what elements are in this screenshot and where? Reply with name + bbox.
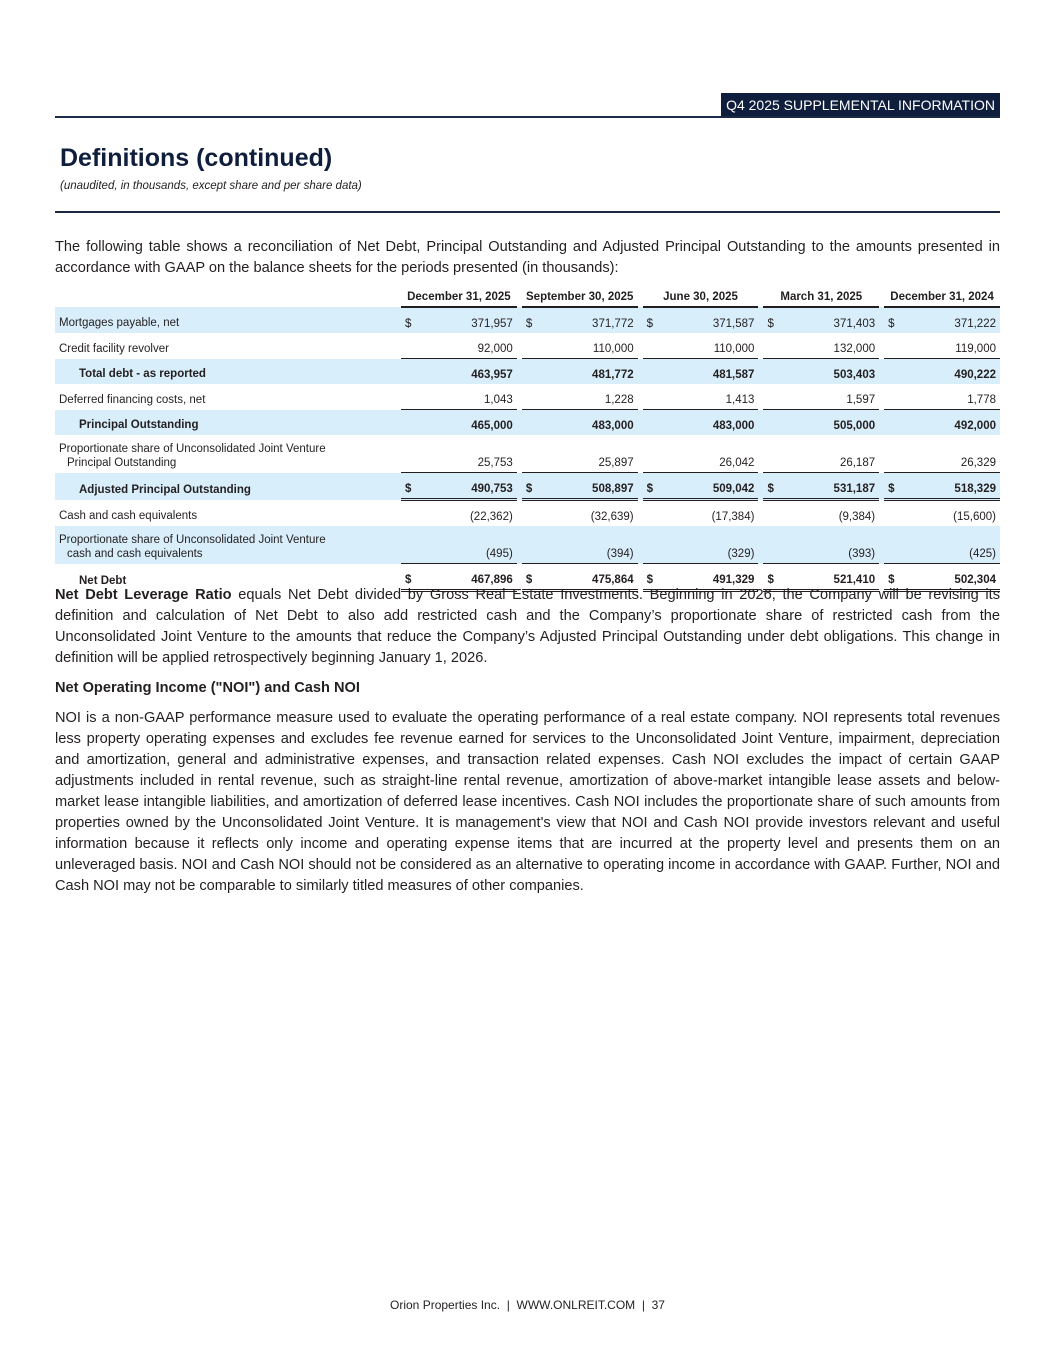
title-rule	[55, 211, 1000, 213]
cell-value: 92,000	[421, 333, 517, 359]
currency-symbol	[884, 359, 904, 385]
currency-symbol: $	[522, 473, 542, 500]
table-row	[55, 384, 1000, 410]
currency-symbol: $	[401, 564, 421, 591]
currency-symbol	[884, 526, 904, 564]
cell-value: 371,403	[783, 307, 879, 333]
currency-symbol	[401, 526, 421, 564]
cell-value: 531,187	[783, 473, 879, 500]
header-rule	[55, 116, 1000, 118]
currency-symbol	[401, 359, 421, 385]
cell-value: (394)	[542, 526, 638, 564]
cell-value: 491,329	[663, 564, 759, 591]
column-header: June 30, 2025	[643, 290, 759, 307]
cell-value: 1,413	[663, 384, 759, 410]
currency-symbol	[522, 333, 542, 359]
currency-symbol	[763, 500, 783, 527]
currency-symbol	[522, 384, 542, 410]
cell-value: 26,187	[783, 435, 879, 473]
page-title: Definitions (continued)	[60, 144, 333, 172]
cell-value: (393)	[783, 526, 879, 564]
row-label: Credit facility revolver	[59, 342, 169, 355]
cell-value: (22,362)	[469, 511, 513, 523]
cell-value: 1,778	[904, 384, 1000, 410]
currency-symbol	[522, 526, 542, 564]
row-label: Principal Outstanding	[55, 410, 401, 436]
row-label: Cash and cash equivalents	[59, 510, 198, 522]
cell-value: 502,304	[904, 564, 1000, 591]
table-row	[55, 526, 1000, 564]
cell-value: 475,864	[542, 564, 638, 591]
cell-value: 483,000	[663, 410, 759, 436]
row-label-line: cash and cash equivalents	[67, 547, 203, 560]
row-label: Mortgages payable, net	[55, 307, 401, 333]
section-badge: Q4 2025 SUPPLEMENTAL INFORMATION	[721, 93, 1000, 118]
leverage-text: equals Net Debt divided by Gross Real Estate Investments. Beginning in 2026, the Company will be revising its definition and calculation of Net Debt to also add restricted cash and the Company’s proportionate share of restricted cash from the Unconsolidated Joint Venture to the amounts that reduce the Company’s Adjusted Principal Outstanding under debt obligations. This change in definition will be applied retrospectively beginning January 1, 2026.	[55, 587, 1000, 666]
currency-symbol	[884, 500, 904, 527]
currency-symbol: $	[763, 473, 783, 500]
column-header: December 31, 2024	[884, 290, 1000, 307]
cell-value: 521,410	[783, 564, 879, 591]
currency-symbol	[643, 333, 663, 359]
currency-symbol: $	[643, 473, 663, 500]
cell-value: 492,000	[904, 410, 1000, 436]
row-label: Total debt - as reported	[55, 359, 401, 385]
currency-symbol	[643, 410, 663, 436]
noi-heading: Net Operating Income ("NOI") and Cash NOI	[55, 680, 360, 696]
cell-value: 26,042	[663, 435, 759, 473]
column-header: December 31, 2025	[401, 290, 517, 307]
currency-symbol: $	[522, 564, 542, 591]
currency-symbol: $	[763, 307, 783, 333]
cell-value: 110,000	[663, 333, 759, 359]
currency-symbol	[401, 500, 421, 527]
cell-value: (329)	[663, 526, 759, 564]
cell-value: 371,222	[904, 307, 1000, 333]
intro-paragraph: The following table shows a reconciliation of Net Debt, Principal Outstanding and Adjusted Principal Outstanding to the amounts presented in accordance with GAAP on the balance sheets for the periods presented (in thousands):	[55, 239, 1000, 276]
currency-symbol	[401, 384, 421, 410]
currency-symbol	[884, 435, 904, 473]
cell-value: (9,384)	[838, 511, 876, 523]
currency-symbol	[522, 500, 542, 527]
currency-symbol: $	[884, 307, 904, 333]
row-label: Deferred financing costs, net	[59, 393, 206, 406]
currency-symbol	[763, 359, 783, 385]
currency-symbol	[522, 410, 542, 436]
currency-symbol: $	[522, 307, 542, 333]
currency-symbol: $	[884, 473, 904, 500]
table-row	[55, 500, 1000, 527]
page-subtitle: (unaudited, in thousands, except share and per share data)	[60, 180, 362, 192]
cell-value: 463,957	[421, 359, 517, 385]
cell-value: 467,896	[421, 564, 517, 591]
currency-symbol	[643, 526, 663, 564]
cell-value: 26,329	[904, 435, 1000, 473]
table-row	[55, 359, 1000, 385]
table-row	[55, 333, 1000, 359]
currency-symbol	[522, 359, 542, 385]
cell-value: 1,043	[421, 384, 517, 410]
cell-value: 481,587	[663, 359, 759, 385]
currency-symbol	[643, 359, 663, 385]
cell-value: 25,753	[421, 435, 517, 473]
row-label: Adjusted Principal Outstanding	[55, 473, 401, 500]
column-header: March 31, 2025	[763, 290, 879, 307]
cell-value: 25,897	[542, 435, 638, 473]
cell-value: 490,222	[904, 359, 1000, 385]
cell-value: 110,000	[542, 333, 638, 359]
cell-value: (17,384)	[711, 511, 755, 523]
currency-symbol	[763, 410, 783, 436]
reconciliation-table	[55, 290, 1000, 592]
leverage-term: Net Debt Leverage Ratio	[55, 587, 232, 603]
cell-value: (495)	[421, 526, 517, 564]
currency-symbol	[763, 435, 783, 473]
cell-value: (15,600)	[953, 511, 996, 523]
cell-value: 490,753	[421, 473, 517, 500]
currency-symbol: $	[884, 564, 904, 591]
row-label-line: Proportionate share of Unconsolidated Joint Venture	[59, 533, 326, 546]
cell-value: 518,329	[904, 473, 1000, 500]
cell-value: 509,042	[663, 473, 759, 500]
currency-symbol	[522, 435, 542, 473]
row-label: Net Debt	[79, 574, 127, 587]
currency-symbol	[763, 333, 783, 359]
cell-value: 371,587	[663, 307, 759, 333]
currency-symbol	[643, 500, 663, 527]
table-row	[55, 410, 1000, 436]
cell-value: 371,957	[421, 307, 517, 333]
leverage-paragraph	[55, 585, 1000, 669]
currency-symbol	[401, 333, 421, 359]
row-label-line: Principal Outstanding	[67, 456, 177, 469]
row-label	[55, 526, 401, 564]
cell-value: 132,000	[783, 333, 879, 359]
cell-value: (32,639)	[590, 511, 634, 523]
table-row	[55, 473, 1000, 500]
cell-value: 508,897	[542, 473, 638, 500]
currency-symbol	[401, 410, 421, 436]
footer: Orion Properties Inc. | WWW.ONLREIT.COM | 37	[390, 1298, 665, 1312]
row-label-line: Proportionate share of Unconsolidated Joint Venture	[59, 442, 326, 455]
noi-paragraph: NOI is a non-GAAP performance measure used to evaluate the operating performance of a real estate company. NOI represents total revenues less property operating expenses and excludes fee revenue earned for services to the Unconsolidated Joint Venture, impairment, depreciation and amortization, general and administrative expenses, and transaction related expenses. Cash NOI excludes the impact of certain GAAP adjustments included in rental revenue, such as straight-line rental revenue, amortization of above-market intangible lease assets and below-market lease intangible liabilities, and amortization of deferred lease incentives. Cash NOI includes the proportionate share of such amounts from properties owned by the Unconsolidated Joint Venture. It is management's view that NOI and Cash NOI provide investors relevant and useful information because it reflects only income and operating expense items that are incurred at the property level and presents them on an unleveraged basis. NOI and Cash NOI should not be considered as an alternative to operating income in accordance with GAAP. Further, NOI and Cash NOI may not be comparable to similarly titled measures of other companies.	[55, 710, 1000, 894]
cell-value: 481,772	[542, 359, 638, 385]
cell-value: 1,228	[542, 384, 638, 410]
currency-symbol	[763, 384, 783, 410]
cell-value: 503,403	[783, 359, 879, 385]
currency-symbol: $	[643, 564, 663, 591]
currency-symbol: $	[401, 473, 421, 500]
table-row	[55, 307, 1000, 333]
cell-value: 505,000	[783, 410, 879, 436]
currency-symbol	[884, 384, 904, 410]
currency-symbol	[643, 384, 663, 410]
cell-value: 371,772	[542, 307, 638, 333]
currency-symbol: $	[401, 307, 421, 333]
cell-value: 1,597	[783, 384, 879, 410]
currency-symbol	[763, 526, 783, 564]
currency-symbol	[643, 435, 663, 473]
row-label	[55, 435, 401, 473]
cell-value: (425)	[904, 526, 1000, 564]
cell-value: 119,000	[904, 333, 1000, 359]
cell-value: 483,000	[542, 410, 638, 436]
currency-symbol	[884, 410, 904, 436]
cell-value: 465,000	[421, 410, 517, 436]
currency-symbol	[884, 333, 904, 359]
currency-symbol: $	[643, 307, 663, 333]
currency-symbol: $	[763, 564, 783, 591]
column-header: September 30, 2025	[522, 290, 638, 307]
table-row	[55, 435, 1000, 473]
currency-symbol	[401, 435, 421, 473]
